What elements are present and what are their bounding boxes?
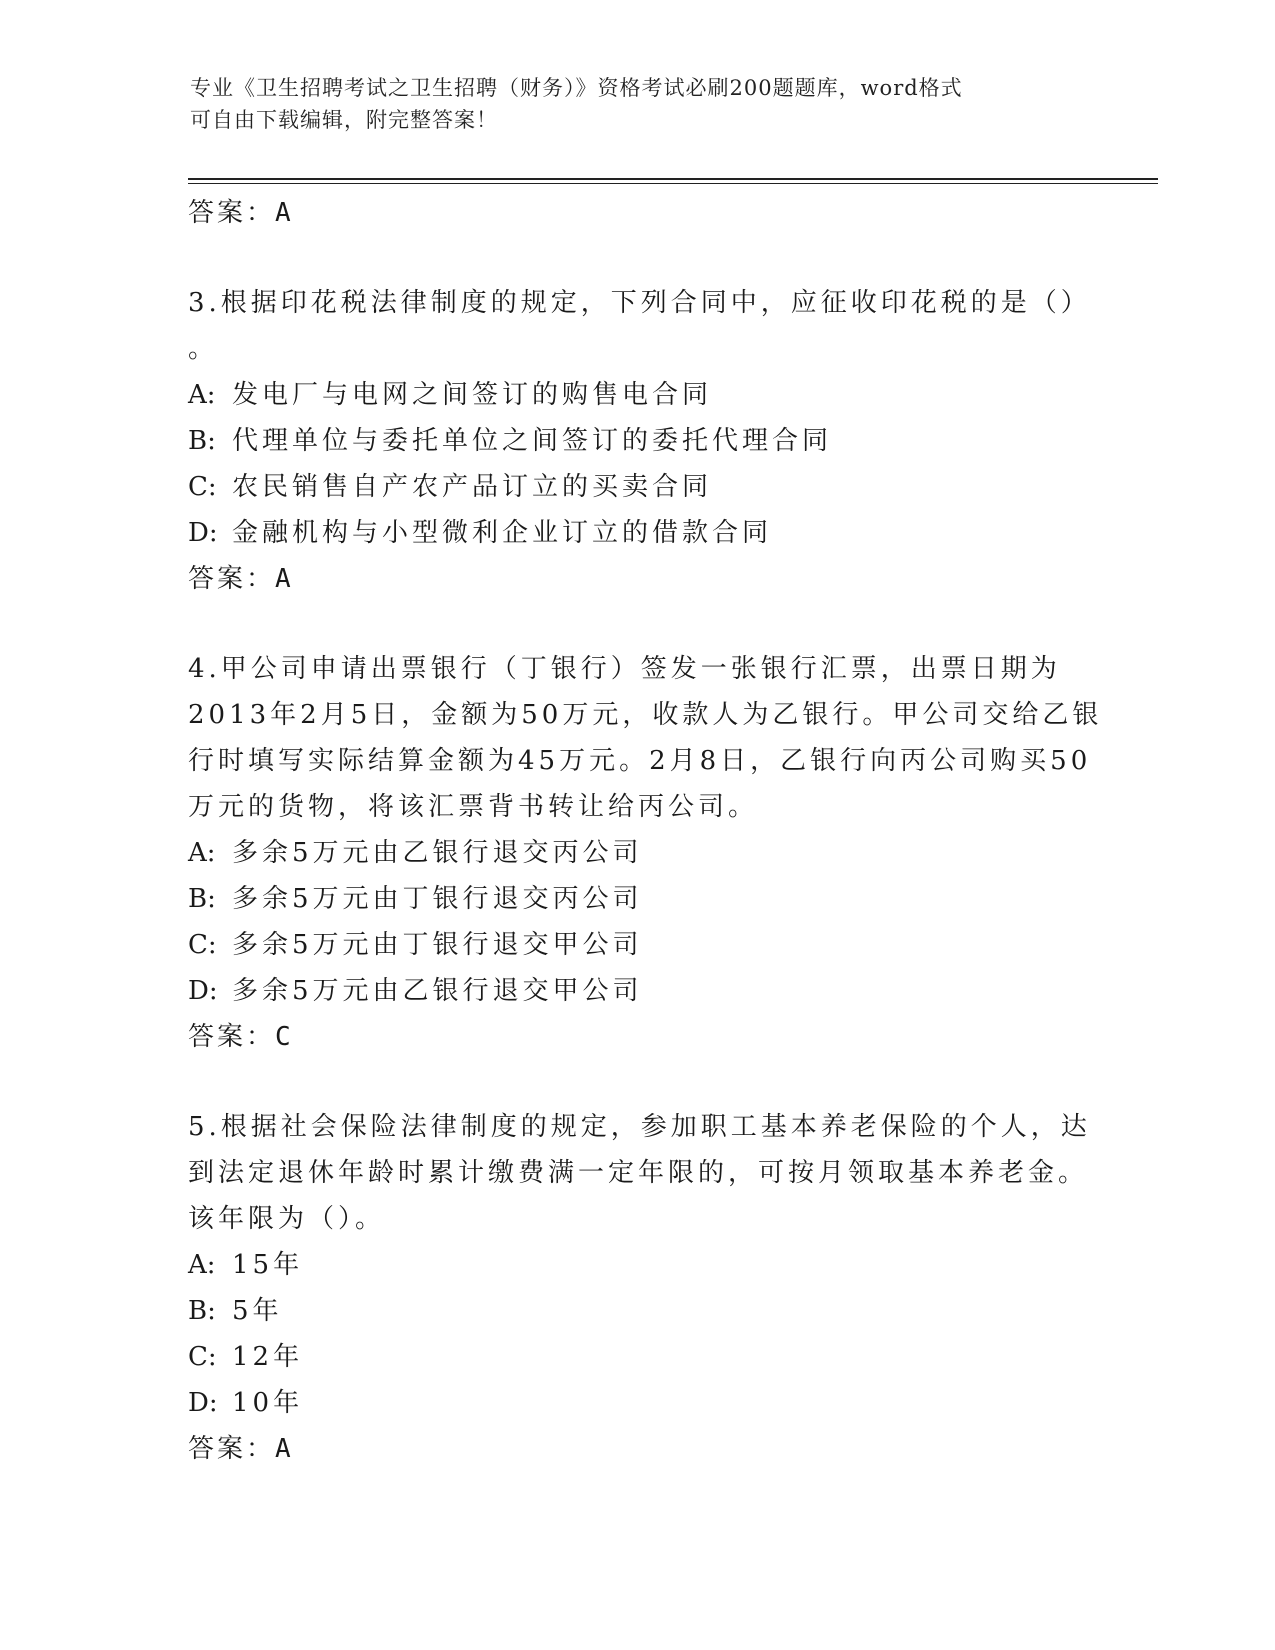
question-4-stem-line-4: 万元的货物，将该汇票背书转让给丙公司。 [188, 792, 759, 822]
header-title-line-2: 可自由下载编辑，附完整答案！ [190, 108, 498, 132]
question-3-option-b [188, 418, 1148, 464]
option-prefix: C: [188, 930, 217, 960]
option-prefix: A: [188, 380, 216, 410]
question-5-stem-line-3: 该年限为（）。 [188, 1204, 386, 1234]
option-prefix: A: [188, 1250, 216, 1280]
option-text: 多余5万元由丁银行退交甲公司 [232, 930, 643, 960]
question-5 [188, 1104, 1148, 1472]
previous-question-answer: 答案：A [188, 198, 294, 228]
option-text: 多余5万元由乙银行退交丙公司 [232, 838, 643, 868]
question-3-stem-line-1: 3.根据印花税法律制度的规定，下列合同中，应征收印花税的是（） [188, 288, 1091, 318]
option-text: 代理单位与委托单位之间签订的委托代理合同 [232, 426, 833, 456]
question-5-stem-line-2: 到法定退休年龄时累计缴费满一定年限的，可按月领取基本养老金。 [188, 1158, 1089, 1188]
option-prefix: B: [188, 884, 216, 914]
option-text: 农民销售自产农产品订立的买卖合同 [232, 472, 713, 502]
header-divider-thin [188, 183, 1158, 184]
question-5-stem-line-1: 5.根据社会保险法律制度的规定，参加职工基本养老保险的个人，达 [188, 1112, 1091, 1142]
option-prefix: B: [188, 1296, 216, 1326]
question-3-option-c [188, 464, 1148, 510]
page-header [190, 72, 1090, 136]
option-text: 15年 [232, 1250, 304, 1280]
header-title-line-1: 专业《卫生招聘考试之卫生招聘（财务）》资格考试必刷200题题库，word格式 [190, 76, 963, 100]
question-5-answer: 答案：A [188, 1434, 294, 1464]
option-text: 12年 [232, 1342, 304, 1372]
option-text: 金融机构与小型微利企业订立的借款合同 [232, 518, 773, 548]
question-3-answer: 答案：A [188, 564, 294, 594]
question-5-option-d [188, 1380, 1148, 1426]
option-text: 多余5万元由乙银行退交甲公司 [232, 976, 643, 1006]
question-4-option-a [188, 830, 1148, 876]
question-content [188, 190, 1148, 1472]
option-text: 5年 [232, 1296, 283, 1326]
question-3-stem-line-2: 。 [188, 334, 219, 364]
question-4-stem-line-2: 2013年2月5日，金额为50万元，收款人为乙银行。甲公司交给乙银 [188, 700, 1103, 730]
option-prefix: D: [188, 518, 218, 548]
option-prefix: C: [188, 472, 217, 502]
question-3 [188, 280, 1148, 602]
option-text: 多余5万元由丁银行退交丙公司 [232, 884, 643, 914]
question-4-stem-line-1: 4.甲公司申请出票银行（丁银行）签发一张银行汇票，出票日期为 [188, 654, 1061, 684]
question-5-option-b [188, 1288, 1148, 1334]
spacer [188, 602, 1148, 646]
question-5-option-a [188, 1242, 1148, 1288]
option-text: 10年 [232, 1388, 304, 1418]
question-3-option-a [188, 372, 1148, 418]
header-divider-thick [188, 178, 1158, 180]
question-4-option-d [188, 968, 1148, 1014]
option-prefix: C: [188, 1342, 217, 1372]
question-4-answer: 答案：C [188, 1022, 294, 1052]
question-5-option-c [188, 1334, 1148, 1380]
option-prefix: A: [188, 838, 216, 868]
spacer [188, 236, 1148, 280]
question-4-option-b [188, 876, 1148, 922]
question-3-option-d [188, 510, 1148, 556]
option-prefix: D: [188, 1388, 218, 1418]
spacer [188, 1060, 1148, 1104]
option-prefix: B: [188, 426, 216, 456]
question-4 [188, 646, 1148, 1060]
option-prefix: D: [188, 976, 218, 1006]
option-text: 发电厂与电网之间签订的购售电合同 [232, 380, 713, 410]
question-4-option-c [188, 922, 1148, 968]
question-4-stem-line-3: 行时填写实际结算金额为45万元。2月8日，乙银行向丙公司购买50 [188, 746, 1092, 776]
